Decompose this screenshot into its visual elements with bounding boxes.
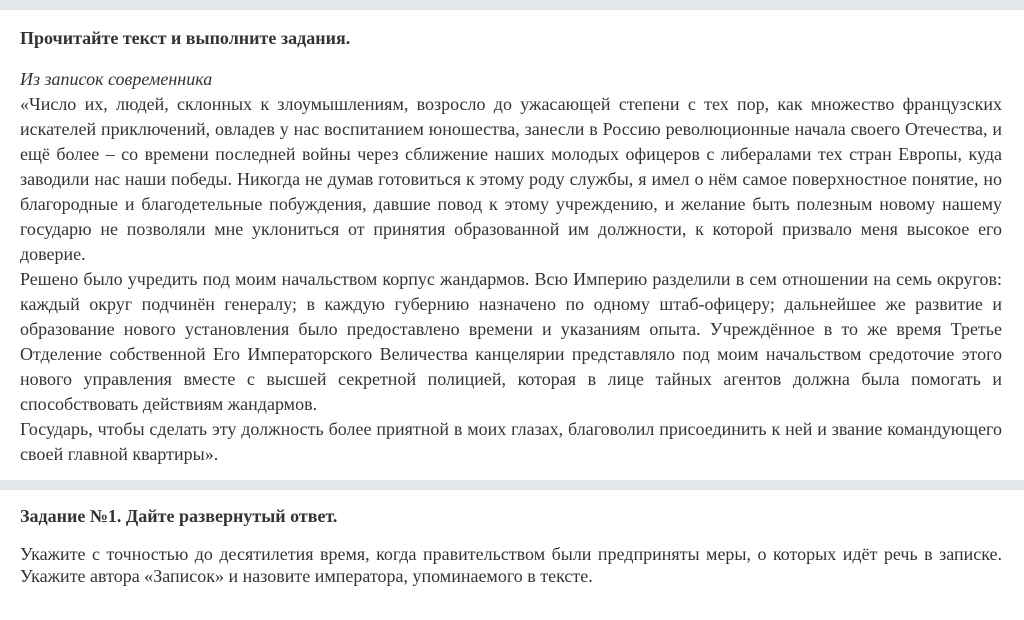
quote-text bbox=[20, 92, 1002, 467]
source-caption: Из записок современника bbox=[20, 69, 213, 89]
task-heading: Задание №1. Дайте развернутый ответ. bbox=[20, 506, 338, 526]
task-card bbox=[0, 490, 1024, 587]
quote-paragraph-1: «Число их, людей, склонных к злоумышлениям, возросло до ужасающей степени с тех пор, как множество французских искателей приключений, овладев у нас воспитанием юношества, занесли в Россию революционные начала своего Отечества, и ещё более – со времени последней войны через сближение наших молодых офицеров с либералами тех стран Европы, куда заводили нас наши победы. Никогда не думав готовиться к этому роду службы, я имел о нём самое поверхностное понятие, но благородные и благодетельные побуждения, давшие повод к этому учреждению, и желание быть полезным новому нашему государю не позволяли мне уклониться от принятия образованной им должности, к которой призвало меня высокое его доверие. bbox=[20, 94, 1002, 264]
reading-instruction: Прочитайте текст и выполните задания. bbox=[20, 28, 351, 48]
task-body: Укажите с точностью до десятилетия время, когда правительством были предприняты меры, о которых идёт речь в записке. Укажите автора «Записок» и назовите императора, упоминаемого в тексте. bbox=[20, 544, 1002, 586]
section-divider bbox=[0, 480, 1024, 490]
top-divider bbox=[0, 0, 1024, 10]
quote-paragraph-2: Решено было учредить под моим начальством корпус жандармов. Всю Империю разделили в сем отношении на семь округов: каждый округ подчинён генералу; в каждую губернию назначено по одному штаб-офицеру; дальнейшее же развитие и образование нового установления было предоставлено времени и указаниям опыта. Учреждённое в то же время Третье Отделение собственной Его Императорского Величества канцелярии представляло под моим начальством средоточие этого нового управления вместе с высшей секретной полицией, которая в лице тайных агентов должна была помогать и способствовать действиям жандармов. bbox=[20, 269, 1002, 414]
reading-text-card bbox=[0, 10, 1024, 480]
quote-paragraph-3: Государь, чтобы сделать эту должность более приятной в моих глазах, благоволил присоединить к ней и звание командующего своей главной квартиры». bbox=[20, 419, 1002, 464]
